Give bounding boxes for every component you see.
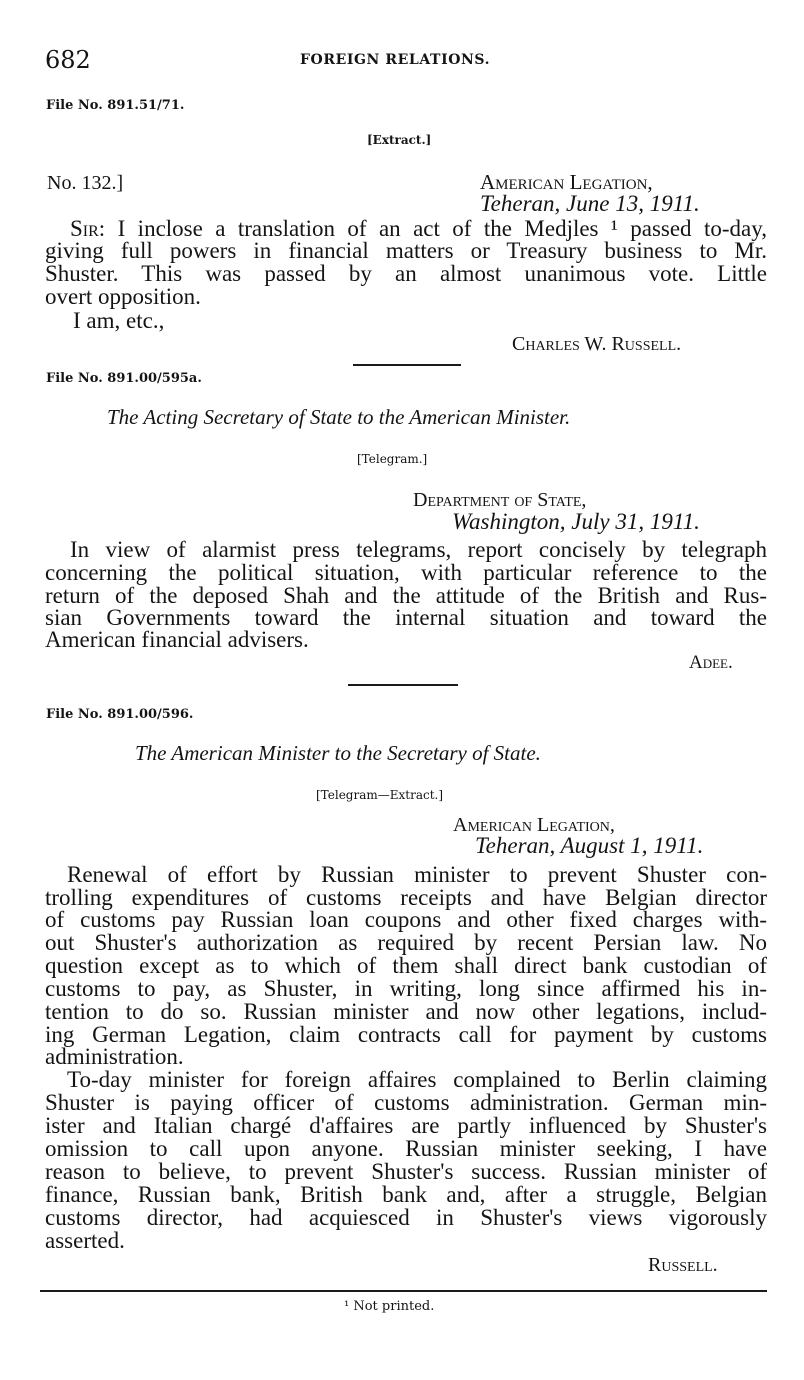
body-line: American financial advisers.: [45, 627, 309, 652]
body-line: asserted.: [45, 1228, 125, 1253]
closing: I am, etc.,: [73, 308, 165, 333]
body-line: ing German Legation, claim contracts call for payment by customs: [45, 1024, 767, 1047]
telegram-note: [Telegram.]: [357, 452, 428, 466]
body-line: reason to believe, to prevent Shuster's success. Russian minister of: [45, 1161, 767, 1184]
body-line: omission to call upon anyone. Russian minister seeking, I have: [45, 1138, 767, 1161]
body-line: ister and Italian chargé d'affaires are partly influenced by Shuster's: [45, 1115, 767, 1138]
body-line: giving full powers in financial matters or Treasury business to Mr.: [45, 240, 767, 263]
running-title: FOREIGN RELATIONS.: [300, 52, 491, 68]
body-line: sian Governments toward the internal situation and toward the: [45, 607, 767, 630]
section-divider: [348, 684, 458, 686]
file-number: File No. 891.00/596.: [46, 707, 194, 722]
footnote-divider: [40, 1290, 767, 1292]
dispatch-date: Teheran, June 13, 1911.: [480, 191, 700, 216]
telegram-note: [Telegram—Extract.]: [316, 788, 444, 802]
file-number: File No. 891.00/595a.: [46, 371, 202, 386]
dispatch-date: Washington, July 31, 1911.: [452, 509, 700, 534]
body-line: Shuster is paying officer of customs administration. German min-: [45, 1092, 767, 1115]
file-number: File No. 891.51/71.: [46, 98, 185, 113]
signature: Charles W. Russell.: [512, 333, 682, 355]
body-line: In view of alarmist press telegrams, report concisely by telegraph: [70, 539, 767, 562]
dispatch-date: Teheran, August 1, 1911.: [475, 833, 704, 858]
body-line: concerning the political situation, with particular reference to the: [45, 562, 767, 585]
document-title: The Acting Secretary of State to the American Minister.: [107, 405, 571, 429]
salutation: Sir: [70, 218, 99, 241]
body-line: finance, Russian bank, British bank and, after a struggle, Belgian: [45, 1184, 767, 1207]
body-line: tention to do so. Russian minister and now other legations, includ-: [45, 1001, 767, 1024]
body-line: Sir: I inclose a translation of an act of the Medjles ¹ passed to-day,: [70, 218, 767, 241]
signature: Russell.: [648, 1254, 718, 1276]
body-line: customs director, had acquiesced in Shuster's views vigorously: [45, 1207, 767, 1230]
sender-place: American Legation,: [453, 814, 615, 836]
body-line: To-day minister for foreign affaires complained to Berlin claiming: [67, 1069, 767, 1092]
body-line: Renewal of effort by Russian minister to prevent Shuster con-: [67, 864, 767, 887]
body-line: Shuster. This was passed by an almost unanimous vote. Little: [45, 263, 767, 286]
dispatch-number: No. 132.]: [47, 172, 124, 194]
page-number: 682: [45, 46, 91, 74]
body-line: return of the deposed Shah and the attitude of the British and Rus-: [45, 585, 767, 608]
extract-note: [Extract.]: [367, 133, 432, 147]
body-line: customs to pay, as Shuster, in writing, long since affirmed his in-: [45, 978, 767, 1001]
signature: Adee.: [689, 652, 733, 673]
body-line: of customs pay Russian loan coupons and other fixed charges with-: [45, 909, 767, 932]
body-line: administration.: [45, 1044, 184, 1069]
body-line: overt opposition.: [45, 284, 201, 309]
sender-place: American Legation,: [480, 170, 653, 194]
document-title: The American Minister to the Secretary of State.: [135, 741, 541, 765]
footnote: ¹ Not printed.: [344, 1299, 435, 1314]
body-line: out Shuster's authorization as required by recent Persian law. No: [45, 932, 767, 955]
body-line: trolling expenditures of customs receipts and have Belgian director: [45, 887, 767, 910]
body-line: question except as to which of them shall direct bank custodian of: [45, 955, 767, 978]
section-divider: [353, 364, 461, 366]
sender-place: Department of State,: [413, 489, 587, 511]
